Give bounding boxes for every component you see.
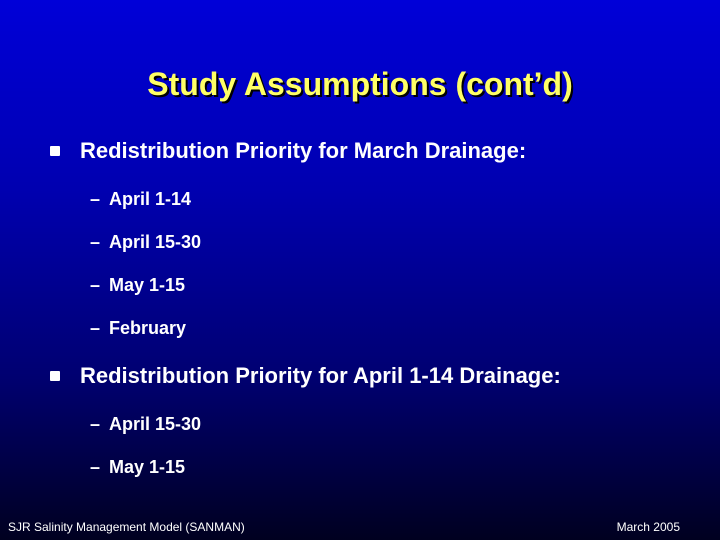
dash-icon: – — [90, 231, 101, 252]
dash-icon: – — [90, 274, 101, 295]
sub-item-text: April 15-30 — [109, 414, 202, 434]
footer-date: March 2005 — [616, 520, 680, 534]
sub-item — [90, 187, 191, 211]
bullet-item — [50, 361, 561, 391]
sub-item-text: May 1-15 — [109, 457, 186, 477]
sub-item — [90, 412, 201, 436]
sub-item — [90, 230, 201, 254]
dash-icon: – — [90, 456, 101, 477]
sub-item-text: April 15-30 — [109, 232, 202, 252]
sub-item-text: April 1-14 — [109, 189, 192, 209]
footer-left-text: SJR Salinity Management Model (SANMAN) — [8, 520, 245, 534]
sub-item-text: May 1-15 — [109, 275, 186, 295]
bullet-text: Redistribution Priority for April 1-14 Drainage: — [80, 363, 561, 388]
square-bullet-icon — [50, 371, 60, 381]
sub-item — [90, 455, 185, 479]
dash-icon: – — [90, 188, 101, 209]
bullet-item — [50, 136, 526, 166]
dash-icon: – — [90, 317, 101, 338]
bullet-text: Redistribution Priority for March Drainage: — [80, 138, 527, 163]
sub-item — [90, 273, 185, 297]
sub-item-text: February — [109, 318, 187, 338]
square-bullet-icon — [50, 146, 60, 156]
sub-item — [90, 316, 186, 340]
slide-title: Study Assumptions (cont’d) — [147, 66, 573, 102]
dash-icon: – — [90, 413, 101, 434]
